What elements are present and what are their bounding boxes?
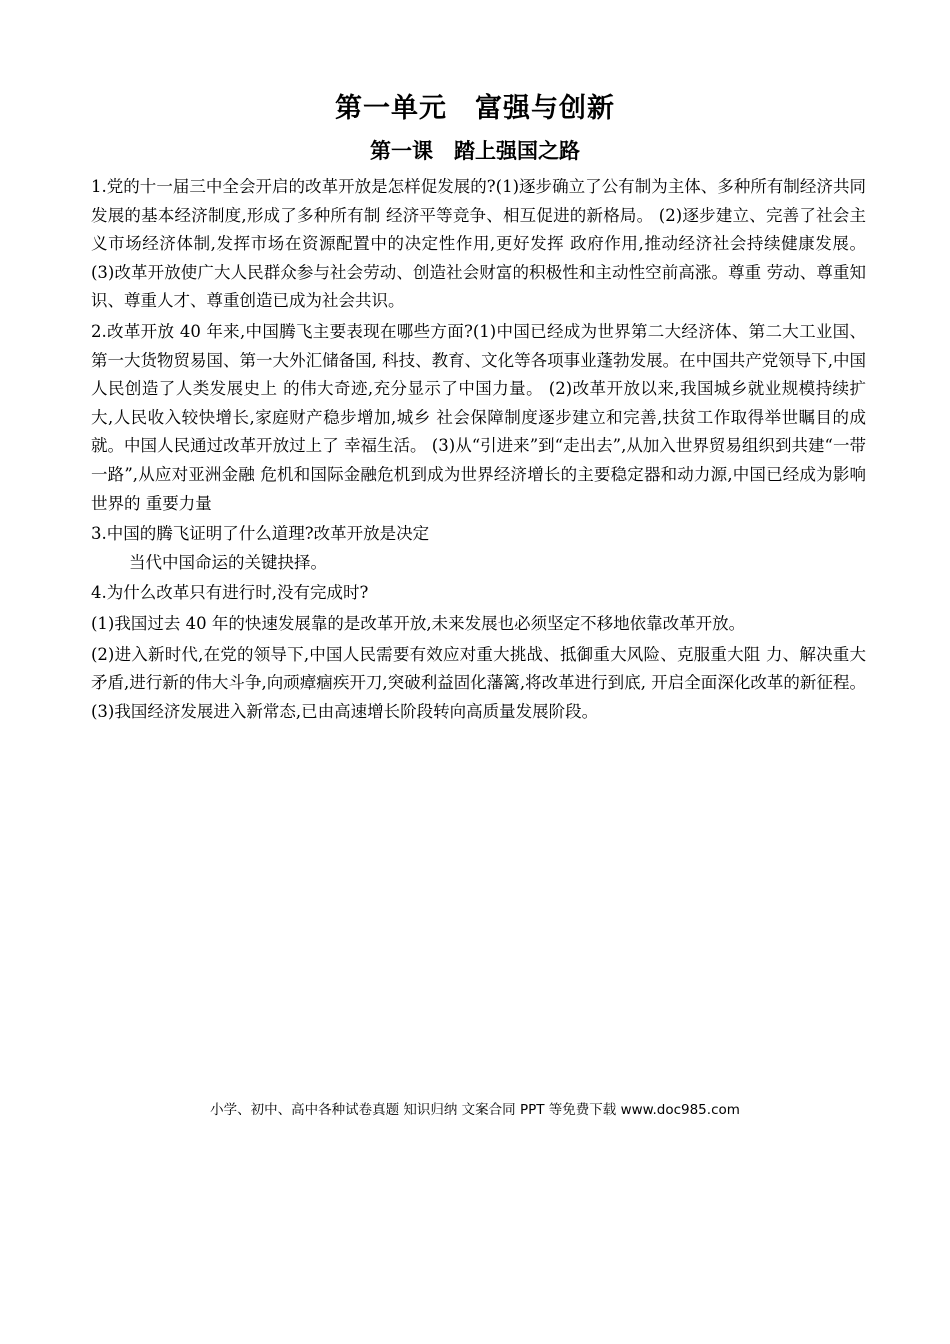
answer-4-part-1: (1)我国过去 40 年的快速发展靠的是改革开放,未来发展也必须坚定不移地依靠改革开放。	[91, 613, 746, 633]
question-3-text: 3.中国的腾飞证明了什么道理?改革开放是决定	[91, 524, 430, 544]
unit-title: 第一单元 富强与创新	[335, 93, 615, 124]
question-4: 4.为什么改革只有进行时,没有完成时?	[91, 583, 369, 603]
question-2: 2.改革开放 40 年来,中国腾飞主要表现在哪些方面?(1)中国已经成为世界第二大经济体、第二大工业国、第一大货物贸易国、第一大外汇储备国, 科技、教育、文化等各项事业蓬勃发展。在中国共产党领导下,中国人民创造了人类发展史上 的伟大奇迹,充分显示了中国力量。 (2)改革开放以来,我国城乡就业规模持续扩大,人民收入较快增长,家庭财产稳步增加,城乡 社会保障制度逐步建立和完善,扶贫工作取得举世瞩目的成就。中国人民通过改革开放过上了 幸福生活。 (3)从“引进来”到“走出去”,从加入世界贸易组织到共建“一带一路”,从应对亚洲金融 危机和国际金融危机到成为世界经济增长的主要稳定器和动力源,中国已经成为影响世界的 重要力量	[91, 321, 866, 513]
answer-4-part-2: (2)进入新时代,在党的领导下,中国人民需要有效应对重大挑战、抵御重大风险、克服重大阻 力、解决重大矛盾,进行新的伟大斗争,向顽瘴痼疾开刀,突破利益固化藩篱,将改革进行到底, 开启全面深化改革的新征程。 (3)我国经济发展进入新常态,已由高速增长阶段转向高质量发展阶段。	[91, 644, 866, 721]
question-3	[91, 520, 866, 577]
document-body	[91, 173, 866, 728]
question-1: 1.党的十一届三中全会开启的改革开放是怎样促发展的?(1)逐步确立了公有制为主体、多种所有制经济共同发展的基本经济制度,形成了多种所有制 经济平等竞争、相互促进的新格局。 (2)逐步建立、完善了社会主义市场经济体制,发挥市场在资源配置中的决定性作用,更好发挥 政府作用,推动经济社会持续健康发展。 (3)改革开放使广大人民群众参与社会劳动、创造社会财富的积极性和主动性空前高涨。尊重 劳动、尊重知识、尊重人才、尊重创造已成为社会共识。	[91, 177, 866, 311]
footer-text: 小学、初中、高中各种试卷真题 知识归纳 文案合同 PPT 等免费下载 www.doc985.com	[210, 1102, 740, 1118]
lesson-title: 第一课 踏上强国之路	[370, 139, 580, 163]
question-3-continuation: 当代中国命运的关键抉择。	[129, 552, 327, 572]
